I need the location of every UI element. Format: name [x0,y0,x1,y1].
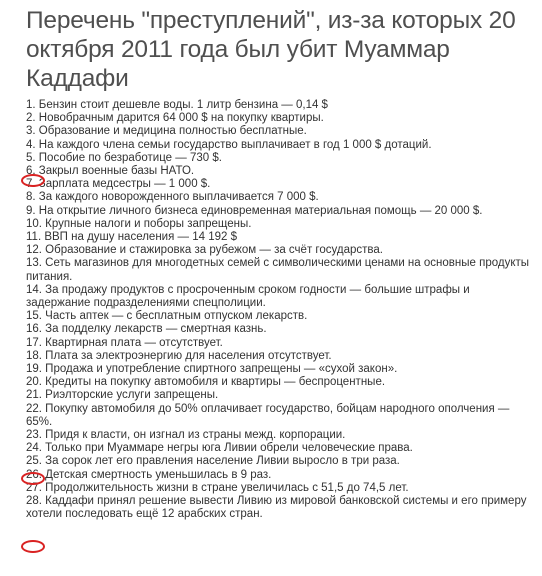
page-title: Перечень "преступлений", из-за которых 20 октября 2011 года был убит Муаммар Каддафи [26,7,516,92]
list-item: 8. За каждого новорожденного выплачивается 7 000 $. [26,191,319,204]
list-item: 10. Крупные налоги и поборы запрещены. [26,217,252,230]
list-item: 4. На каждого члена семьи государство выплачивает в год 1 000 $ дотаций. [26,138,432,151]
list-item: 17. Квартирная плата — отсутствует. [26,336,223,349]
list-item: 15. Часть аптек — с бесплатным отпуском лекарств. [26,310,308,323]
red-circle-marker-28 [21,540,45,553]
red-circle-marker-23 [21,472,45,485]
list-item: 18. Плата за электроэнергию для населения отсутствует. [26,349,332,362]
list-item: 9. На открытие личного бизнеса единовременная материальная помощь — 20 000 $. [26,204,483,217]
list-item: 21. Риэлторские услуги запрещены. [26,389,219,402]
list-item: 6. Закрыл военные базы НАТО. [26,165,195,178]
list-item: 5. Пособие по безработице — 730 $. [26,151,222,164]
red-circle-marker-6 [21,174,45,187]
list-item: 19. Продажа и употребление спиртного запрещены — «сухой закон». [26,363,398,376]
list-item: 16. За подделку лекарств — смертная казнь. [26,323,267,336]
list-item: 3. Образование и медицина полностью бесплатные. [26,125,307,138]
list-item: 13. Сеть магазинов для многодетных семей с символическими ценами на основные продукты питания. [26,257,530,283]
list-item: 7. Зарплата медсестры — 1 000 $. [26,178,211,191]
list-item: 2. Новобрачным дарится 64 000 $ на покупку квартиры. [26,112,324,125]
crimes-list [26,99,532,522]
list-item: 23. Придя к власти, он изгнал из страны межд. корпорации. [26,429,346,442]
list-item: 26. Детская смертность уменьшилась в 9 раз. [26,468,272,481]
list-item: 25. За сорок лет его правления население Ливии выросло в три раза. [26,455,400,468]
list-item: 1. Бензин стоит дешевле воды. 1 литр бензина — 0,14 $ [26,99,328,111]
list-item: 22. Покупку автомобиля до 50% оплачивает государство, бойцам народного ополчения — 65%. [26,402,510,428]
list-item: 12. Образование и стажировка за рубежом — за счёт государства. [26,244,383,257]
list-item: 20. Кредиты на покупку автомобиля и квартиры — беспроцентные. [26,376,386,389]
list-item: 11. ВВП на душу населения — 14 192 $ [26,231,237,244]
list-item: 28. Каддафи принял решение вывести Ливию из мировой банковской системы и его примеру хотели последовать ещё 12 арабских стран. [26,495,527,521]
list-item: 27. Продолжительность жизни в стране увеличилась с 51,5 до 74,5 лет. [26,481,409,494]
list-item: 14. За продажу продуктов с просроченным сроком годности — большие штрафы и задержание подразделениями спецполиции. [26,283,470,310]
list-item: 24. Только при Муаммаре негры юга Ливии обрели человеческие права. [26,442,413,455]
